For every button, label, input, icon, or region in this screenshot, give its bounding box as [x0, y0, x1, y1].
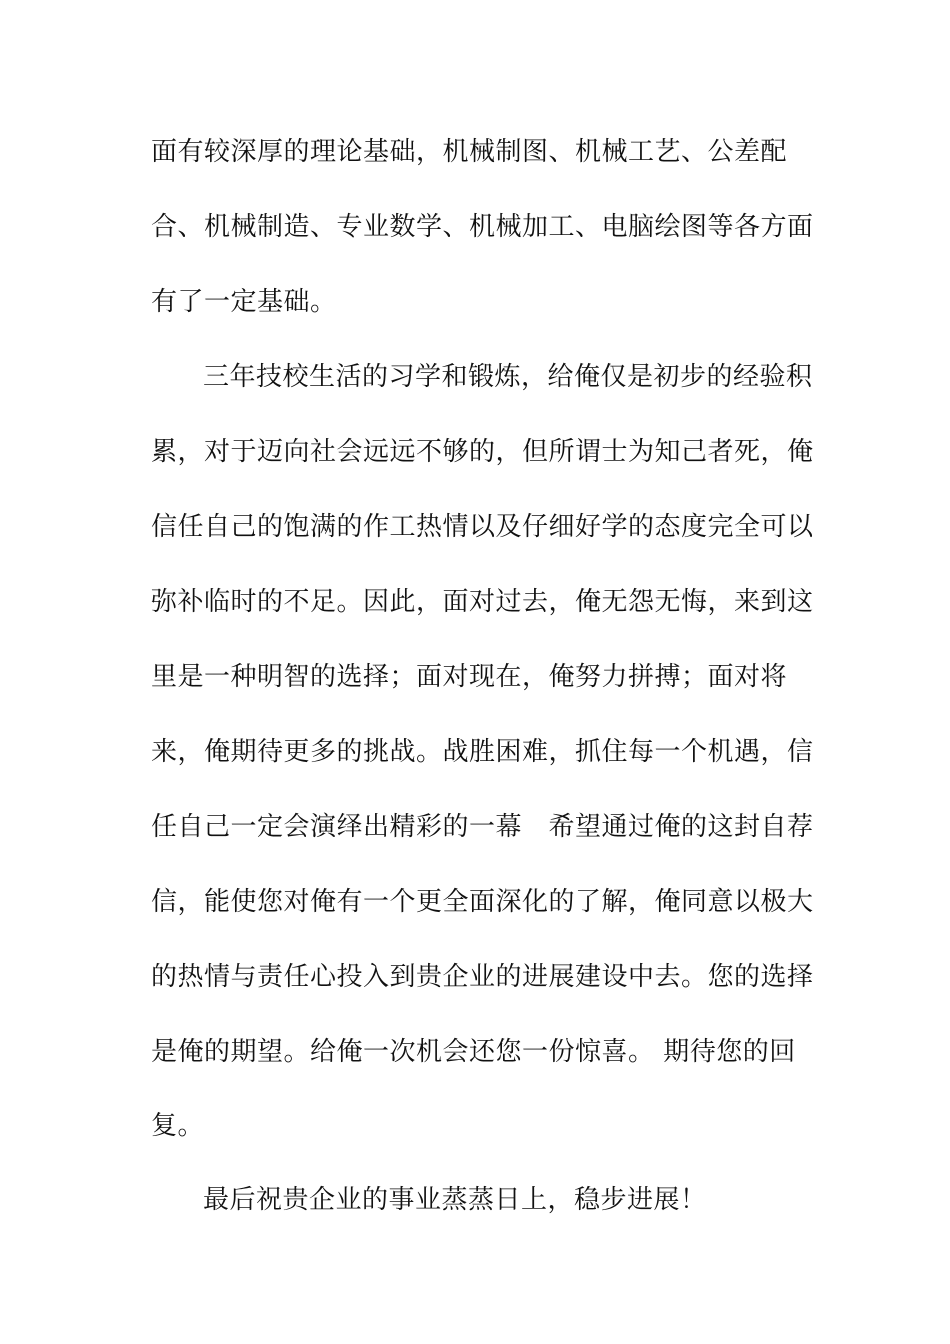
text-line-11: 信，能使您对俺有一个更全面深化的了解，俺同意以极大 — [151, 887, 814, 917]
text-line-8: 里是一种明智的选择；面对现在，俺努力拼搏；面对将 — [151, 662, 788, 692]
text-line-6: 信任自己的饱满的作工热情以及仔细好学的态度完全可以 — [151, 512, 814, 542]
text-line-12: 的热情与责任心投入到贵企业的进展建设中去。您的选择 — [151, 962, 814, 992]
text-line-5: 累，对于迈向社会远远不够的，但所谓士为知己者死，俺 — [151, 437, 814, 467]
text-line-7: 弥补临时的不足。因此，面对过去，俺无怨无悔，来到这 — [151, 587, 814, 617]
closing-line: 最后祝贵企业的事业蒸蒸日上，稳步进展！ — [203, 1185, 707, 1215]
text-line-2: 合、机械制造、专业数学、机械加工、电脑绘图等各方面 — [151, 212, 814, 242]
text-line-14: 复。 — [151, 1111, 205, 1141]
text-line-1: 面有较深厚的理论基础，机械制图、机械工艺、公差配 — [151, 137, 788, 167]
text-line-9: 来，俺期待更多的挑战。战胜困难，抓住每一个机遇，信 — [151, 737, 814, 767]
paragraph-start-line: 三年技校生活的习学和锻炼，给俺仅是初步的经验积 — [203, 362, 813, 392]
text-line-10: 任自己一定会演绎出精彩的一幕 希望通过俺的这封自荐 — [151, 812, 814, 842]
text-line-13: 是俺的期望。给俺一次机会还您一份惊喜。 期待您的回 — [151, 1037, 796, 1067]
text-line-3: 有了一定基础。 — [151, 287, 337, 317]
